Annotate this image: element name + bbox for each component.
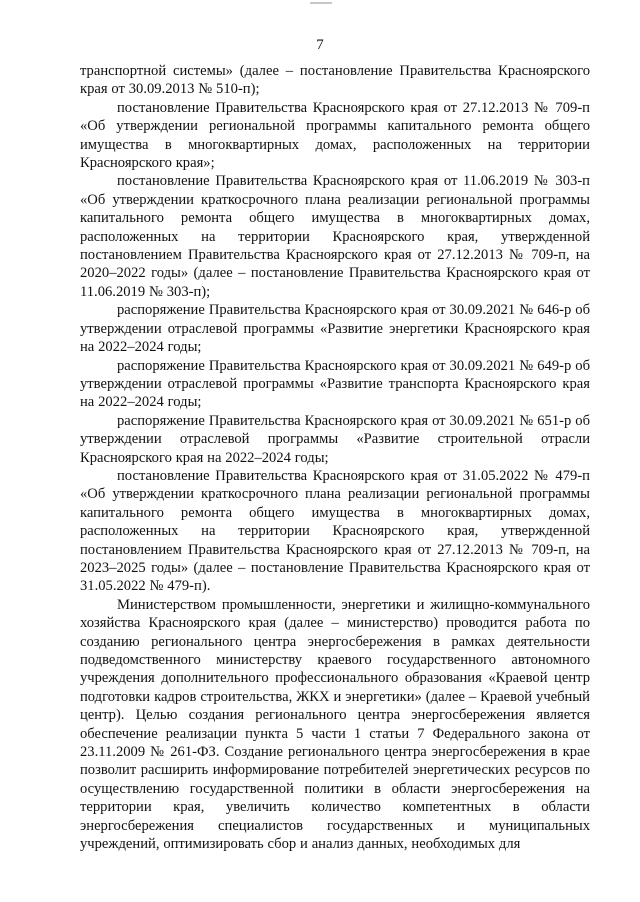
- paragraph: постановление Правительства Красноярского края от 31.05.2022 № 479-п «Об утверждении краткосрочного плана реализации региональной программы капитального ремонта общего имущества в многоквартирных домах, расположенных на территории Красноярского края, утвержденной постановлением Правительства Красноярского края от 27.12.2013 № 709-п, на 2023–2025 годы» (далее – постановление Правительства Красноярского края от 31.05.2022 № 479-п).: [80, 467, 590, 595]
- paragraph: распоряжение Правительства Красноярского края от 30.09.2021 № 646-р об утверждении отраслевой программы «Развитие энергетики Красноярского края на 2022–2024 годы;: [80, 302, 590, 356]
- paragraph: Министерством промышленности, энергетики и жилищно-коммунального хозяйства Красноярского края (далее – министерство) проводится работа по созданию регионального центра энергосбережения в рамках деятельности подведомственного министерству краевого государственного автономного учреждения дополнительного профессионального образования «Краевой центр подготовки кадров строительства, ЖКХ и энергетики» (далее – Краевой учебный центр). Целью создания регионального центра энергосбережения является обеспечение реализации пункта 5 части 1 статьи 7 Федерального закона от 23.11.2009 № 261-ФЗ. Создание регионального центра энергосбережения в крае позволит расширить информирование потребителей энергетических ресурсов по осуществлению государственной политики в области энергосбережения на территории края, увеличить количество компетентных в области энергосбережения специалистов государственных и муниципальных учреждений, оптимизировать сбор и анализ данных, необходимых для: [80, 596, 590, 853]
- document-body: [80, 62, 590, 853]
- paragraph: постановление Правительства Красноярского края от 27.12.2013 № 709-п «Об утверждении региональной программы капитального ремонта общего имущества в многоквартирных домах, расположенных на территории Красноярского края»;: [80, 99, 590, 172]
- scan-mark: [310, 2, 332, 4]
- paragraph: распоряжение Правительства Красноярского края от 30.09.2021 № 649-р об утверждении отраслевой программы «Развитие транспорта Красноярского края на 2022–2024 годы;: [80, 357, 590, 411]
- paragraph: постановление Правительства Красноярского края от 11.06.2019 № 303-п «Об утверждении краткосрочного плана реализации региональной программы капитального ремонта общего имущества в многоквартирных домах, расположенных на территории Красноярского края, утвержденной постановлением Правительства Красноярского края от 27.12.2013 № 709-п, на 2020–2022 годы» (далее – постановление Правительства Красноярского края от 11.06.2019 № 303-п);: [80, 173, 590, 300]
- paragraph: распоряжение Правительства Красноярского края от 30.09.2021 № 651-р об утверждении отраслевой программы «Развитие строительной отрасли Красноярского края на 2022–2024 годы;: [80, 412, 590, 466]
- page-number: 7: [316, 37, 324, 53]
- paragraph: транспортной системы» (далее – постановление Правительства Красноярского края от 30.09.2013 № 510-п);: [80, 63, 590, 98]
